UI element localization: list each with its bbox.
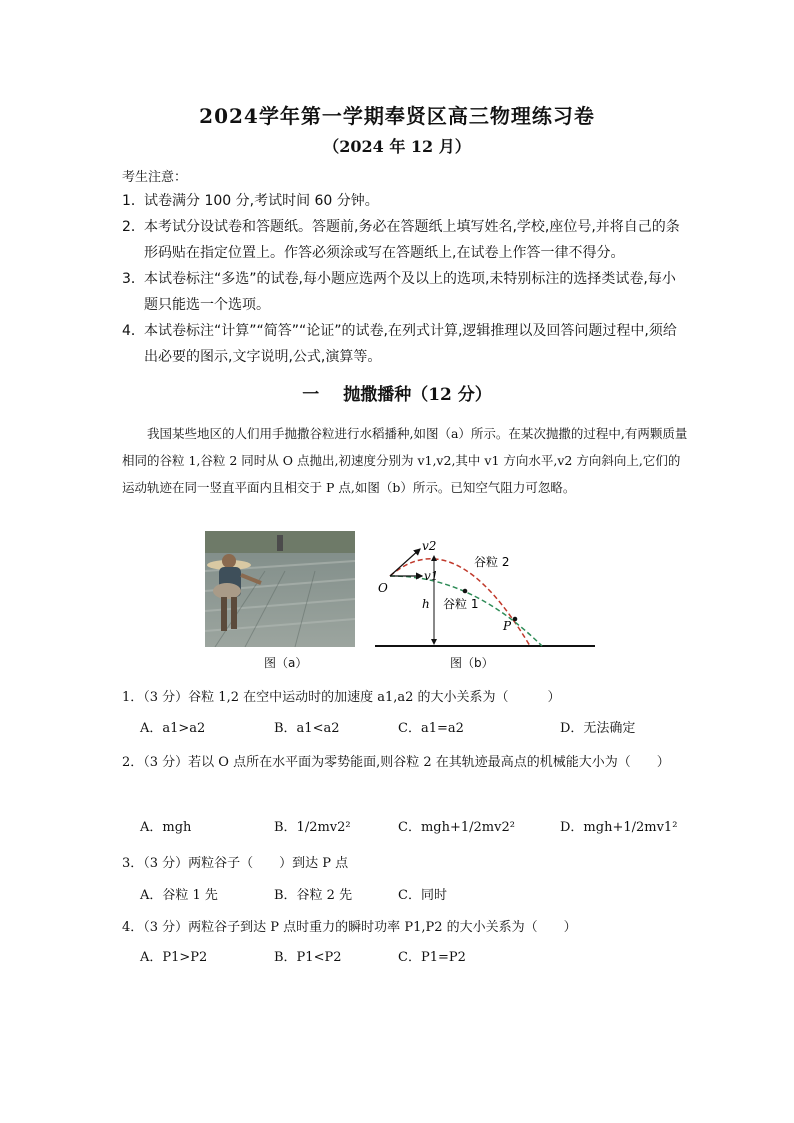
trajectory-diagram: [370, 530, 600, 652]
label-v1: v1: [424, 569, 439, 583]
label-p: P: [503, 619, 512, 633]
page-title: 2024学年第一学期奉贤区高三物理练习卷: [199, 104, 595, 128]
option-d[interactable]: D．mgh+1/2mv1²: [560, 820, 678, 835]
question-4-stem: 4．（3 分）两粒谷子到达 P 点时重力的瞬时功率 P1,P2 的大小关系为（ ）: [122, 920, 577, 935]
intro-paragraph: 我国某些地区的人们用手抛撒谷粒进行水稻播种,如图（a）所示。在某次抛撒的过程中,有两颗质量相同的谷粒 1,谷粒 2 同时从 O 点抛出,初速度分别为 v1,v2,其中 v1 方向水平,v2 方向斜向上,它们的运动轨迹在同一竖直平面内且相交于 P 点,如图（b）所示。已知空气阻力可忽略。: [122, 426, 688, 495]
figure-a-caption: 图（a）: [264, 656, 308, 670]
notice-item: 4． 本试卷标注“计算”“简答”“论证”的试卷,在列式计算,逻辑推理以及回答问题过程中,须给出必要的图示,文字说明,公式,演算等。: [122, 323, 677, 365]
question-2-stem: 2．（3 分）若以 O 点所在水平面为零势能面,则谷粒 2 在其轨迹最高点的机械能大小为（ ）: [122, 755, 670, 770]
v2-arrow: [390, 549, 420, 576]
question-1-options: [140, 717, 700, 739]
label-v2: v2: [422, 539, 437, 553]
notice-item: 2． 本考试分设试卷和答题纸。答题前,务必在答题纸上填写姓名,学校,座位号,并将自己的条形码贴在指定位置上。作答必须涂或写在答题纸上,在试卷上作答一律不得分。: [122, 219, 680, 261]
option-b[interactable]: B．a1<a2: [274, 721, 340, 736]
notice-list: [122, 188, 682, 370]
point-p-dot: [513, 617, 518, 622]
option-d[interactable]: D．无法确定: [560, 721, 636, 736]
option-c[interactable]: C．同时: [398, 888, 447, 903]
option-c[interactable]: C．P1=P2: [398, 950, 466, 965]
notice-heading: 考生注意：: [122, 170, 188, 185]
label-grain-1: 谷粒 1: [443, 597, 479, 611]
section-title: [0, 380, 794, 405]
option-c[interactable]: C．a1=a2: [398, 721, 464, 736]
question-4-options: [140, 946, 700, 968]
option-b[interactable]: B．1/2mv2²: [274, 820, 351, 835]
label-o: O: [378, 581, 388, 595]
option-a[interactable]: A．谷粒 1 先: [140, 888, 218, 903]
option-a[interactable]: A．mgh: [140, 820, 192, 835]
option-a[interactable]: A．P1>P2: [140, 950, 208, 965]
option-a[interactable]: A．a1>a2: [140, 721, 206, 736]
figure-b-caption: 图（b）: [450, 656, 494, 670]
option-c[interactable]: C．mgh+1/2mv2²: [398, 820, 515, 835]
label-h: h: [422, 597, 430, 611]
question-2-options: [140, 816, 700, 838]
page-subtitle: （2024 年 12 月）: [323, 137, 471, 156]
question-1-stem: 1．（3 分）谷粒 1,2 在空中运动时的加速度 a1,a2 的大小关系为（ ）: [122, 690, 561, 705]
grain-1-dot: [463, 589, 468, 594]
option-b[interactable]: B．谷粒 2 先: [274, 888, 353, 903]
notice-item: 3． 本试卷标注“多选”的试卷,每小题应选两个及以上的选项,未特别标注的选择类试卷,每小题只能选一个选项。: [122, 271, 676, 313]
question-3-options: [140, 884, 700, 906]
farmer-sowing-photo: [205, 531, 355, 647]
section-number: 一: [302, 385, 320, 405]
question-3-stem: 3．（3 分）两粒谷子（ ）到达 P 点: [122, 856, 349, 871]
option-b[interactable]: B．P1<P2: [274, 950, 342, 965]
section-name: 抛撒播种（12 分）: [343, 385, 492, 405]
label-grain-2: 谷粒 2: [474, 555, 510, 569]
notice-item: 1． 试卷满分 100 分,考试时间 60 分钟。: [122, 193, 379, 209]
